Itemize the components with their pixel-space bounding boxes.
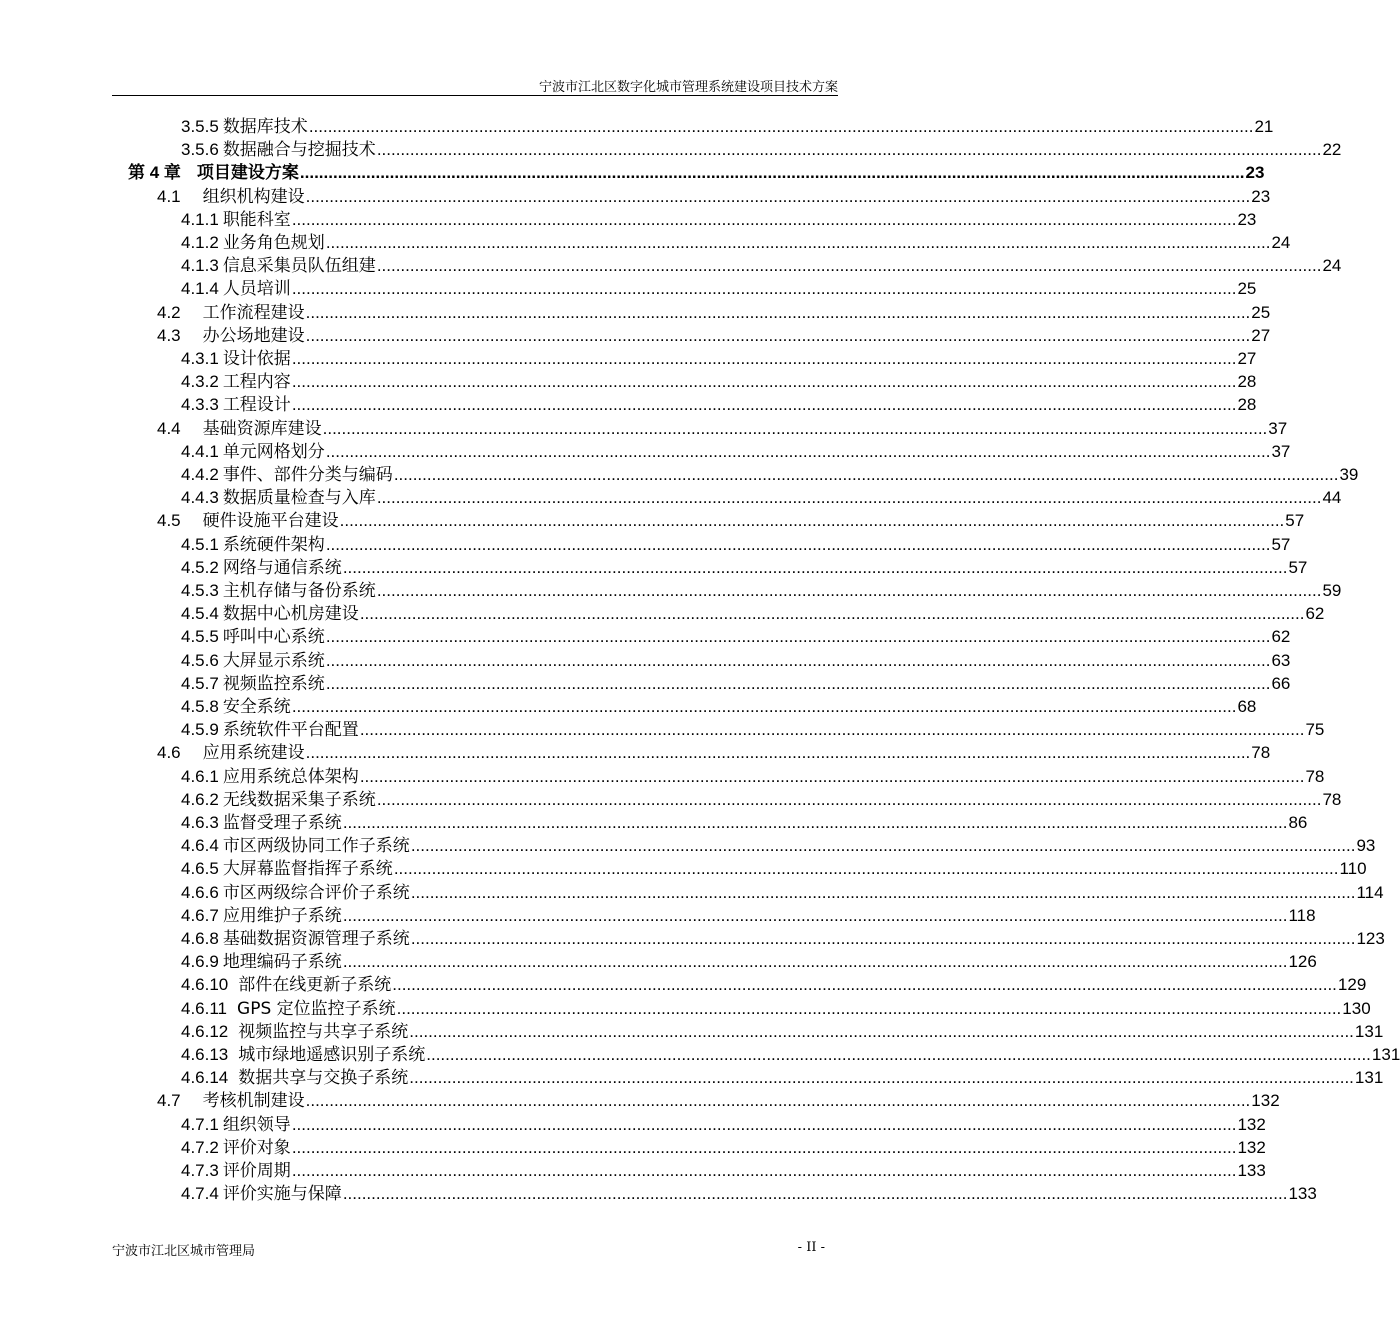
toc-entry-page: 25 — [1237, 279, 1257, 299]
toc-entry-page: 110 — [1339, 859, 1367, 879]
toc-entry[interactable] — [181, 856, 1367, 880]
toc-entry-label — [181, 1138, 291, 1158]
toc-entry-page: 130 — [1342, 998, 1371, 1018]
toc-entry-title: 系统软件平台配置 — [222, 720, 359, 741]
toc-entry-page: 23 — [1251, 186, 1271, 206]
toc-entry[interactable] — [181, 532, 1291, 555]
toc-entry-label — [181, 210, 291, 230]
footer-page-number: - II - — [797, 1240, 825, 1255]
toc-entry-page: 23 — [1237, 209, 1257, 229]
toc-entry-number: 4.6.1 — [181, 766, 219, 786]
toc-entry-number: 4.6.5 — [181, 859, 219, 879]
toc-entry-page: 68 — [1237, 697, 1257, 716]
toc-entry[interactable] — [181, 972, 1367, 996]
toc-entry-title: 应用维护子系统 — [222, 905, 342, 926]
toc-entry-number: 4.1.1 — [181, 209, 219, 229]
toc-entry-number: 3.5.5 — [181, 117, 219, 136]
toc-entry[interactable] — [181, 601, 1325, 625]
toc-entry[interactable] — [181, 996, 1371, 1019]
toc-entry-number: 4.6.10 — [181, 975, 229, 995]
toc-entry[interactable] — [157, 1088, 1280, 1112]
toc-entry-number: 4.7.3 — [181, 1161, 219, 1180]
toc-entry-title: 硬件设施平台建设 — [202, 511, 339, 532]
toc-entry-page: 27 — [1251, 325, 1271, 345]
toc-entry-label — [181, 651, 325, 671]
toc-entry-number: 3.5.6 — [181, 140, 219, 160]
toc-entry-page: 21 — [1254, 117, 1274, 136]
toc-entry[interactable] — [181, 439, 1291, 462]
toc-entry-label — [181, 767, 359, 787]
toc-entry-page: 57 — [1285, 511, 1305, 531]
toc-entry-label — [181, 859, 393, 879]
toc-leader-dots: ........................................................................................................................................................................................................ — [305, 186, 1251, 206]
toc-entry-page: 23 — [1245, 163, 1265, 183]
toc-entry[interactable] — [181, 949, 1317, 973]
toc-entry-page: 66 — [1271, 673, 1291, 693]
toc-entry-page: 59 — [1322, 581, 1342, 600]
toc-entry-title: 项目建设方案 — [196, 163, 299, 184]
toc-leader-dots: ........................................................................................................................................................................................................ — [305, 1091, 1251, 1111]
toc-entry-label — [181, 395, 291, 415]
toc-entry-number: 4.5.7 — [181, 673, 219, 693]
toc-leader-dots: ........................................................................................................................................................................................................ — [291, 1114, 1237, 1134]
toc-entry-page: 114 — [1356, 882, 1384, 902]
toc-entry[interactable] — [181, 555, 1308, 578]
toc-entry[interactable] — [157, 323, 1271, 346]
toc-entry-label — [181, 999, 396, 1019]
toc-entry[interactable] — [181, 230, 1291, 253]
toc-entry-page: 28 — [1237, 395, 1257, 415]
toc-entry-label — [181, 697, 291, 717]
toc-leader-dots: ........................................................................................................................................................................................................ — [393, 465, 1339, 484]
toc-leader-dots: ........................................................................................................................................................................................................ — [291, 1137, 1237, 1157]
toc-entry[interactable] — [181, 392, 1257, 416]
toc-entry[interactable] — [181, 810, 1308, 833]
toc-entry-title: 呼叫中心系统 — [222, 627, 325, 648]
toc-entry-label — [157, 326, 305, 346]
toc-entry-number: 4.5.3 — [181, 581, 219, 600]
toc-entry-page: 24 — [1322, 256, 1342, 276]
toc-entry-title: 大屏显示系统 — [222, 650, 325, 671]
toc-entry[interactable] — [157, 740, 1271, 764]
toc-entry-title: 人员培训 — [222, 279, 291, 300]
toc-entry-number: 4.7.4 — [181, 1184, 219, 1204]
toc-entry-number: 4.6.14 — [181, 1068, 229, 1088]
toc-entry-page: 132 — [1251, 1091, 1280, 1111]
toc-entry-title: 职能科室 — [222, 209, 291, 230]
toc-leader-dots: ........................................................................................................................................................................................................ — [339, 511, 1285, 531]
toc-entry-label — [181, 1045, 425, 1065]
toc-leader-dots: ........................................................................................................................................................................................................ — [396, 998, 1342, 1018]
toc-entry-number: 4.5.6 — [181, 650, 219, 670]
toc-entry-number: 4.2 — [157, 302, 181, 322]
toc-entry-page: 132 — [1237, 1114, 1266, 1134]
toc-entry-number: 4.6.2 — [181, 789, 219, 809]
toc-entry-title: 组织领导 — [222, 1114, 291, 1135]
toc-entry[interactable] — [157, 416, 1288, 439]
toc-leader-dots: ........................................................................................................................................................................................................ — [376, 581, 1322, 600]
toc-entry-title: 工程设计 — [222, 395, 291, 416]
toc-entry-page: 123 — [1356, 929, 1385, 948]
toc-entry-page: 93 — [1356, 836, 1376, 856]
toc-entry-page: 118 — [1288, 905, 1316, 925]
toc-entry-title: 部件在线更新子系统 — [238, 975, 392, 996]
toc-entry[interactable] — [181, 903, 1316, 926]
toc-entry-label — [181, 372, 291, 392]
toc-entry-title: 市区两级综合评价子系统 — [222, 882, 410, 903]
toc-entry-page: 57 — [1271, 534, 1291, 554]
toc-entry-number: 第 4 章 — [128, 163, 181, 183]
toc-entry-number: 4.6.9 — [181, 952, 219, 972]
toc-entry-page: 39 — [1339, 465, 1359, 484]
toc-entry[interactable] — [181, 485, 1342, 509]
toc-entry-title: 事件、部件分类与编码 — [222, 465, 393, 485]
toc-entry[interactable] — [181, 926, 1385, 949]
toc-entry-title: 市区两级协同工作子系统 — [222, 836, 410, 857]
toc-leader-dots: ........................................................................................................................................................................................................ — [308, 117, 1254, 136]
toc-entry-label — [181, 906, 342, 926]
toc-entry-label — [181, 581, 376, 601]
toc-leader-dots: ........................................................................................................................................................................................................ — [342, 557, 1288, 577]
toc-entry-title: 应用系统建设 — [202, 743, 305, 764]
toc-entry-number: 4.3.3 — [181, 395, 219, 415]
toc-entry-number: 4.5 — [157, 511, 181, 531]
toc-entry-page: 62 — [1305, 604, 1325, 624]
toc-entry-number: 4.6.11 — [181, 998, 228, 1018]
toc-entry-label — [181, 720, 359, 740]
toc-entry-label — [181, 790, 376, 810]
toc-leader-dots: ........................................................................................................................................................................................................ — [291, 209, 1237, 229]
toc-entry-title: 数据融合与挖掘技术 — [222, 140, 376, 161]
toc-entry-title: 网络与通信系统 — [222, 557, 342, 578]
toc-entry-number: 4.6.8 — [181, 929, 219, 948]
toc-entry-title: 评价实施与保障 — [222, 1184, 342, 1205]
toc-entry-label — [157, 419, 322, 439]
toc-entry-title: 监督受理子系统 — [222, 813, 342, 833]
toc-entry-label — [181, 256, 376, 276]
toc-entry-title: 评价周期 — [222, 1161, 291, 1181]
toc-entry-number: 4.5.1 — [181, 534, 219, 554]
toc-entry-number: 4.7.1 — [181, 1114, 219, 1134]
toc-entry-number: 4.3.1 — [181, 349, 219, 368]
toc-leader-dots: ........................................................................................................................................................................................................ — [410, 882, 1356, 902]
toc-entry-label — [181, 674, 325, 694]
toc-entry[interactable] — [181, 137, 1342, 161]
toc-entry-page: 27 — [1237, 349, 1257, 368]
toc-entry-title: 单元网格划分 — [222, 441, 325, 462]
toc-entry[interactable] — [181, 624, 1291, 648]
toc-entry-number: 4.1.4 — [181, 279, 219, 299]
toc-entry-number: 4.5.5 — [181, 627, 219, 647]
toc-entry-page: 22 — [1322, 140, 1342, 160]
toc-leader-dots: ........................................................................................................................................................................................................ — [376, 256, 1322, 276]
toc-entry[interactable] — [181, 1158, 1266, 1181]
toc-entry-number: 4.6.6 — [181, 882, 219, 902]
toc-entry-page: 129 — [1337, 975, 1367, 995]
toc-entry[interactable] — [181, 1065, 1384, 1089]
toc-entry-title: 应用系统总体架构 — [222, 766, 359, 787]
toc-leader-dots: ........................................................................................................................................................................................................ — [305, 743, 1251, 763]
toc-leader-dots: ........................................................................................................................................................................................................ — [291, 279, 1237, 299]
toc-entry-title: 无线数据采集子系统 — [222, 789, 376, 810]
toc-entry[interactable] — [181, 880, 1384, 903]
toc-entry-label — [181, 1068, 408, 1088]
toc-leader-dots: ........................................................................................................................................................................................................ — [325, 441, 1271, 461]
toc-leader-dots: ........................................................................................................................................................................................................ — [299, 163, 1245, 183]
toc-entry-label — [157, 743, 305, 763]
toc-entry-label — [181, 535, 325, 555]
toc-entry-title: 评价对象 — [222, 1137, 291, 1158]
toc-entry-title: 视频监控系统 — [222, 673, 325, 694]
toc-entry-label — [181, 279, 291, 299]
toc-leader-dots: ........................................................................................................................................................................................................ — [410, 929, 1356, 948]
toc-entry[interactable] — [181, 1135, 1266, 1158]
toc-entry-number: 4.5.4 — [181, 604, 219, 624]
toc-entry-title: 城市绿地遥感识别子系统 — [238, 1045, 426, 1065]
toc-entry-title: 工作流程建设 — [202, 302, 305, 323]
toc-leader-dots: ........................................................................................................................................................................................................ — [325, 673, 1271, 693]
toc-entry[interactable] — [181, 694, 1257, 717]
toc-leader-dots: ........................................................................................................................................................................................................ — [409, 1068, 1354, 1088]
toc-entry-label — [181, 627, 325, 647]
toc-entry-title: 大屏幕监督指挥子系统 — [222, 859, 393, 880]
toc-entry-label — [157, 303, 305, 323]
toc-entry-title: 数据库技术 — [222, 117, 308, 137]
toc-entry-label — [181, 1022, 408, 1042]
header-divider — [112, 95, 838, 96]
toc-entry-number: 4.1.2 — [181, 233, 219, 252]
toc-entry[interactable] — [181, 764, 1325, 787]
toc-entry-label — [181, 349, 291, 369]
toc-entry-number: 4.6 — [157, 743, 181, 763]
toc-entry[interactable] — [181, 114, 1274, 137]
toc-entry[interactable] — [181, 787, 1342, 810]
toc-entry-title: 组织机构建设 — [202, 186, 305, 207]
toc-entry-number: 4.5.2 — [181, 557, 219, 577]
toc-entry[interactable] — [181, 833, 1376, 857]
toc-entry[interactable] — [157, 184, 1271, 207]
toc-entry[interactable] — [181, 1181, 1317, 1205]
toc-entry-page: 132 — [1237, 1137, 1266, 1157]
toc-leader-dots: ........................................................................................................................................................................................................ — [410, 836, 1356, 856]
toc-entry-page: 62 — [1271, 627, 1291, 647]
toc-entry-label — [157, 1091, 305, 1111]
toc-entry-number: 4.6.4 — [181, 836, 219, 856]
toc-leader-dots: ........................................................................................................................................................................................................ — [291, 372, 1237, 392]
toc-entry[interactable] — [181, 207, 1257, 230]
toc-entry[interactable] — [157, 300, 1271, 323]
toc-entry-title: GPS 定位监控子系统 — [237, 998, 396, 1019]
toc-leader-dots: ........................................................................................................................................................................................................ — [325, 650, 1271, 670]
toc-entry-number: 4.3.2 — [181, 372, 219, 392]
toc-entry-title: 基础数据资源管理子系统 — [222, 929, 410, 949]
toc-leader-dots: ........................................................................................................................................................................................................ — [359, 720, 1305, 740]
toc-entry-title: 业务角色规划 — [222, 233, 325, 253]
toc-leader-dots: ........................................................................................................................................................................................................ — [291, 697, 1237, 716]
toc-entry-number: 4.4.2 — [181, 465, 219, 484]
toc-entry-number: 4.7 — [157, 1091, 181, 1111]
toc-entry-page: 63 — [1271, 650, 1291, 670]
toc-entry-number: 4.6.12 — [181, 1021, 229, 1041]
toc-entry-label — [181, 465, 393, 485]
toc-leader-dots: ........................................................................................................................................................................................................ — [376, 488, 1322, 508]
toc-entry-number: 4.3 — [157, 325, 181, 345]
toc-entry[interactable] — [181, 276, 1257, 300]
toc-entry-number: 4.1.3 — [181, 256, 219, 276]
toc-leader-dots: ........................................................................................................................................................................................................ — [342, 952, 1288, 972]
toc-entry-title: 数据中心机房建设 — [222, 604, 359, 625]
document-header-title: 宁波市江北区数字化城市管理系统建设项目技术方案 — [538, 80, 838, 95]
toc-entry-page: 37 — [1271, 441, 1291, 461]
toc-entry-page: 78 — [1251, 743, 1271, 763]
toc-leader-dots: ........................................................................................................................................................................................................ — [305, 325, 1251, 345]
toc-entry-title: 基础资源库建设 — [202, 418, 322, 439]
toc-leader-dots: ........................................................................................................................................................................................................ — [376, 789, 1322, 809]
toc-entry[interactable] — [181, 462, 1359, 485]
toc-entry-number: 4.4.3 — [181, 488, 219, 508]
toc-entry-label — [128, 163, 299, 183]
toc-leader-dots: ........................................................................................................................................................................................................ — [325, 233, 1271, 252]
toc-entry-label — [181, 488, 376, 508]
toc-entry-page: 25 — [1251, 302, 1271, 322]
toc-entry[interactable] — [181, 369, 1257, 393]
toc-entry-label — [181, 233, 325, 253]
toc-entry-title: 数据共享与交换子系统 — [238, 1068, 409, 1089]
toc-entry-title: 设计依据 — [222, 349, 291, 369]
toc-leader-dots: ........................................................................................................................................................................................................ — [409, 1021, 1354, 1041]
toc-entry-page: 75 — [1305, 720, 1325, 740]
toc-entry-number: 4.1 — [157, 186, 181, 206]
toc-entry-number: 4.5.8 — [181, 697, 219, 716]
toc-entry-title: 安全系统 — [222, 697, 291, 717]
toc-entry[interactable] — [181, 671, 1291, 694]
toc-entry-title: 地理编码子系统 — [222, 952, 342, 973]
toc-leader-dots: ........................................................................................................................................................................................................ — [426, 1045, 1371, 1064]
toc-entry-label — [181, 442, 325, 462]
toc-leader-dots: ........................................................................................................................................................................................................ — [325, 534, 1271, 554]
toc-leader-dots: ........................................................................................................................................................................................................ — [291, 1161, 1237, 1180]
toc-entry-page: 133 — [1237, 1161, 1266, 1180]
toc-entry-number: 4.4.1 — [181, 441, 219, 461]
toc-entry-page: 37 — [1268, 418, 1288, 438]
toc-entry-label — [181, 1115, 291, 1135]
toc-entry-page: 44 — [1322, 488, 1342, 508]
toc-leader-dots: ........................................................................................................................................................................................................ — [342, 1184, 1288, 1204]
toc-leader-dots: ........................................................................................................................................................................................................ — [305, 302, 1251, 322]
toc-entry-page: 24 — [1271, 233, 1291, 252]
toc-entry-title: 工程内容 — [222, 372, 291, 393]
toc-entry-number: 4.5.9 — [181, 720, 219, 740]
toc-entry-number: 4.6.7 — [181, 905, 219, 925]
toc-entry-label — [181, 117, 308, 137]
toc-leader-dots: ........................................................................................................................................................................................................ — [393, 859, 1339, 879]
toc-entry-title: 办公场地建设 — [202, 325, 305, 346]
toc-entry-page: 78 — [1305, 766, 1325, 786]
toc-entry-title: 考核机制建设 — [202, 1091, 305, 1112]
toc-leader-dots: ........................................................................................................................................................................................................ — [359, 604, 1305, 624]
toc-entry-label — [181, 1161, 291, 1181]
toc-entry-page: 131 — [1354, 1021, 1384, 1041]
toc-leader-dots: ........................................................................................................................................................................................................ — [376, 140, 1322, 160]
footer-organization: 宁波市江北区城市管理局 — [112, 1244, 256, 1259]
toc-leader-dots: ........................................................................................................................................................................................................ — [291, 349, 1237, 368]
toc-entry-page: 28 — [1237, 372, 1257, 392]
toc-entry[interactable] — [181, 717, 1325, 741]
toc-entry[interactable] — [157, 508, 1305, 532]
toc-entry[interactable] — [181, 1112, 1266, 1135]
toc-leader-dots: ........................................................................................................................................................................................................ — [392, 975, 1337, 995]
toc-entry-number: 4.6.13 — [181, 1045, 229, 1064]
toc-entry-label — [181, 813, 342, 833]
toc-entry-label — [181, 836, 410, 856]
toc-entry-page: 126 — [1288, 952, 1317, 972]
toc-entry-label — [181, 604, 359, 624]
toc-leader-dots: ........................................................................................................................................................................................................ — [322, 418, 1268, 438]
toc-entry-page: 78 — [1322, 789, 1342, 809]
toc-entry-label — [181, 883, 410, 903]
toc-leader-dots: ........................................................................................................................................................................................................ — [291, 395, 1237, 415]
toc-entry-title: 数据质量检查与入库 — [222, 488, 376, 509]
toc-entry[interactable] — [181, 1019, 1384, 1042]
toc-entry-page: 86 — [1288, 813, 1308, 832]
toc-leader-dots: ........................................................................................................................................................................................................ — [342, 905, 1288, 925]
toc-entry-page: 133 — [1288, 1184, 1317, 1204]
toc-entry[interactable] — [181, 1042, 1400, 1065]
toc-entry[interactable] — [181, 648, 1291, 671]
toc-entry-title: 信息采集员队伍组建 — [222, 256, 376, 277]
toc-entry-title: 视频监控与共享子系统 — [238, 1021, 409, 1042]
toc-leader-dots: ........................................................................................................................................................................................................ — [325, 627, 1271, 647]
toc-entry-number: 4.6.3 — [181, 813, 219, 832]
toc-entry-label — [181, 929, 410, 949]
toc-entry-title: 系统硬件架构 — [222, 534, 325, 555]
toc-entry-label — [181, 975, 391, 995]
toc-leader-dots: ........................................................................................................................................................................................................ — [342, 813, 1288, 832]
toc-leader-dots: ........................................................................................................................................................................................................ — [359, 766, 1305, 786]
toc-entry-label — [157, 187, 305, 207]
toc-entry-number: 4.7.2 — [181, 1137, 219, 1157]
toc-entry-title: 主机存储与备份系统 — [222, 581, 376, 601]
toc-entry-page: 131 — [1354, 1068, 1384, 1088]
toc-entry-label — [181, 952, 342, 972]
toc-entry-label — [181, 140, 376, 160]
toc-entry-page: 57 — [1288, 557, 1308, 577]
toc-entry-label — [181, 558, 342, 578]
toc-entry-label — [181, 1184, 342, 1204]
toc-entry[interactable] — [128, 160, 1265, 184]
toc-entry[interactable] — [181, 253, 1342, 277]
toc-entry-page: 131 — [1371, 1045, 1400, 1064]
toc-entry[interactable] — [181, 578, 1342, 601]
toc-entry-number: 4.4 — [157, 418, 181, 438]
toc-entry-label — [157, 511, 339, 531]
toc-entry[interactable] — [181, 346, 1257, 369]
